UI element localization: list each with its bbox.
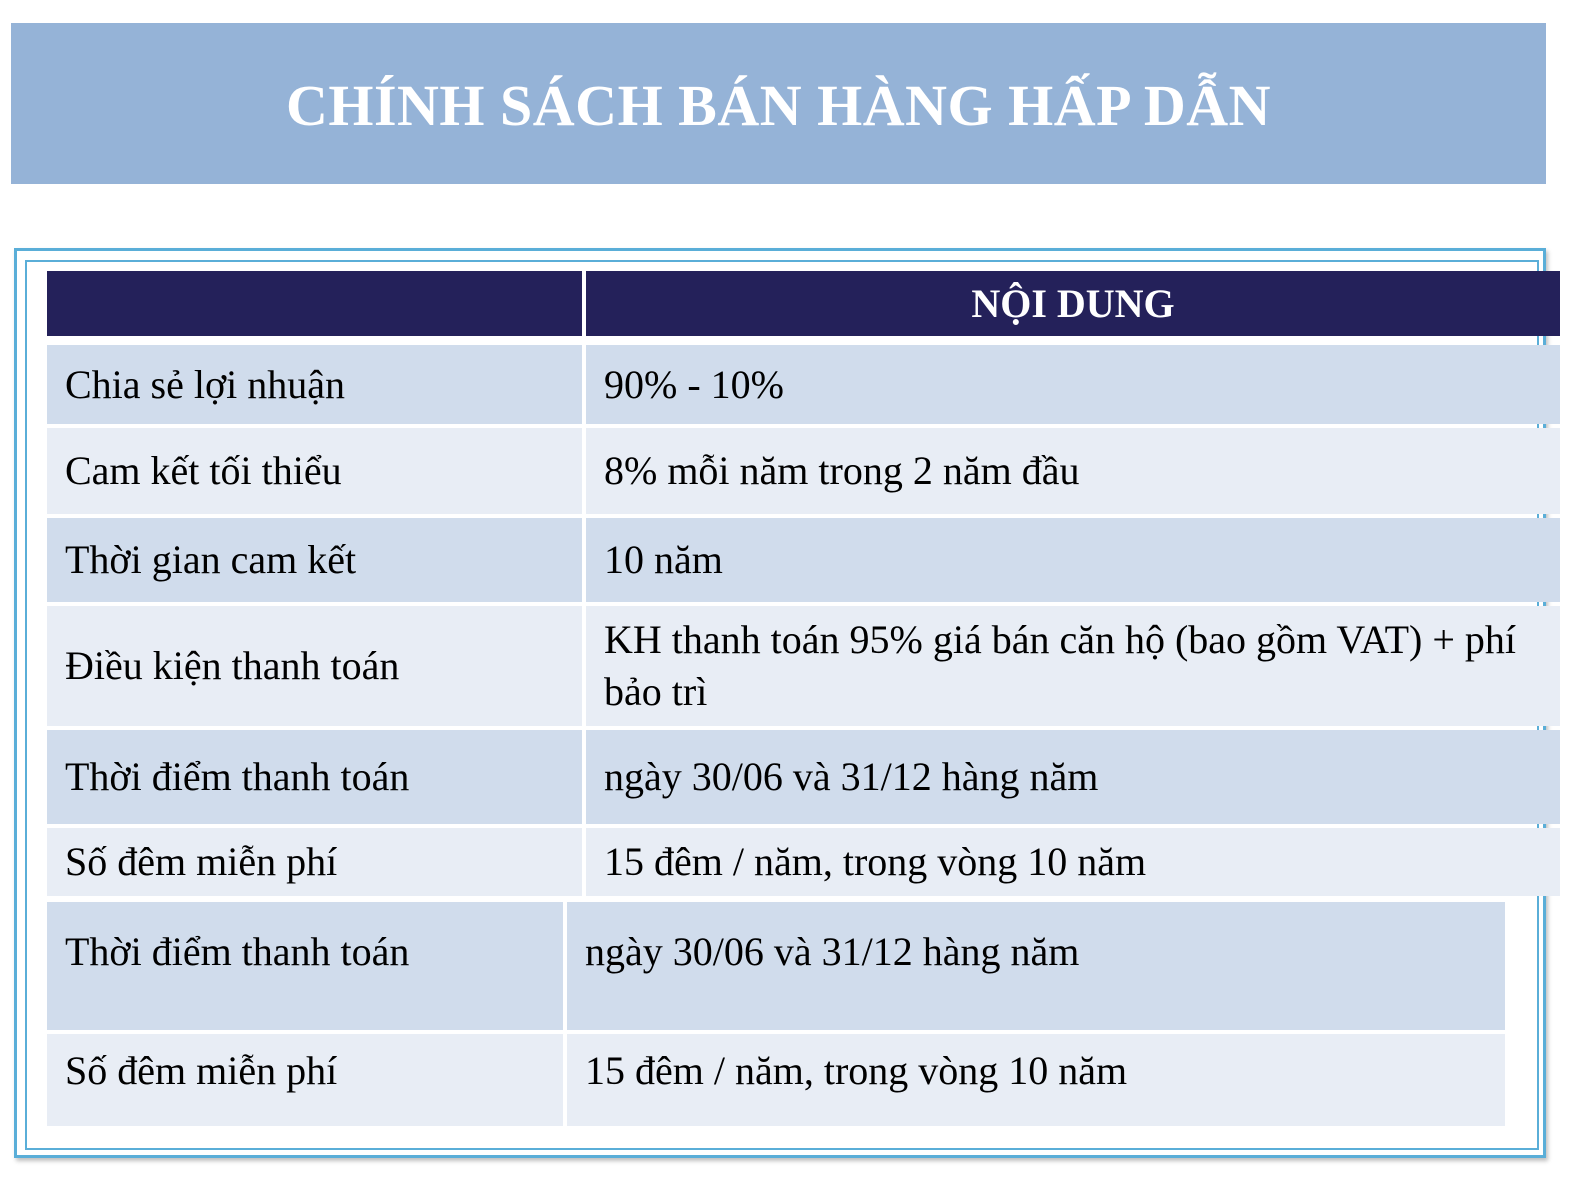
row-value-commitment-period: 10 năm [586,518,1560,602]
overlay-label-payment-time: Thời điểm thanh toán [47,902,563,1030]
overlay-value-free-nights: 15 đêm / năm, trong vòng 10 năm [567,1034,1505,1126]
row-value-minimum-commitment: 8% mỗi năm trong 2 năm đầu [586,428,1560,514]
row-value-free-nights: 15 đêm / năm, trong vòng 10 năm [586,828,1560,896]
title-banner [11,23,1546,184]
row-label-profit-share: Chia sẻ lợi nhuận [47,345,582,424]
overlay-label-free-nights: Số đêm miễn phí [47,1034,563,1126]
row-value-profit-share: 90% - 10% [586,345,1560,424]
table-header-empty [47,271,582,336]
page-title: CHÍNH SÁCH BÁN HÀNG HẤP DẪN [285,73,1272,138]
row-label-payment-terms: Điều kiện thanh toán [47,606,582,726]
row-label-payment-time: Thời điểm thanh toán [47,730,582,824]
table-header-content: NỘI DUNG [586,271,1560,336]
row-label-commitment-period: Thời gian cam kết [47,518,582,602]
row-value-payment-terms: KH thanh toán 95% giá bán căn hộ (bao gồm VAT) + phí bảo trì [586,606,1560,726]
row-label-free-nights: Số đêm miễn phí [47,828,582,896]
row-value-payment-time: ngày 30/06 và 31/12 hàng năm [586,730,1560,824]
row-label-minimum-commitment: Cam kết tối thiểu [47,428,582,514]
overlay-value-payment-time: ngày 30/06 và 31/12 hàng năm [567,902,1505,1030]
